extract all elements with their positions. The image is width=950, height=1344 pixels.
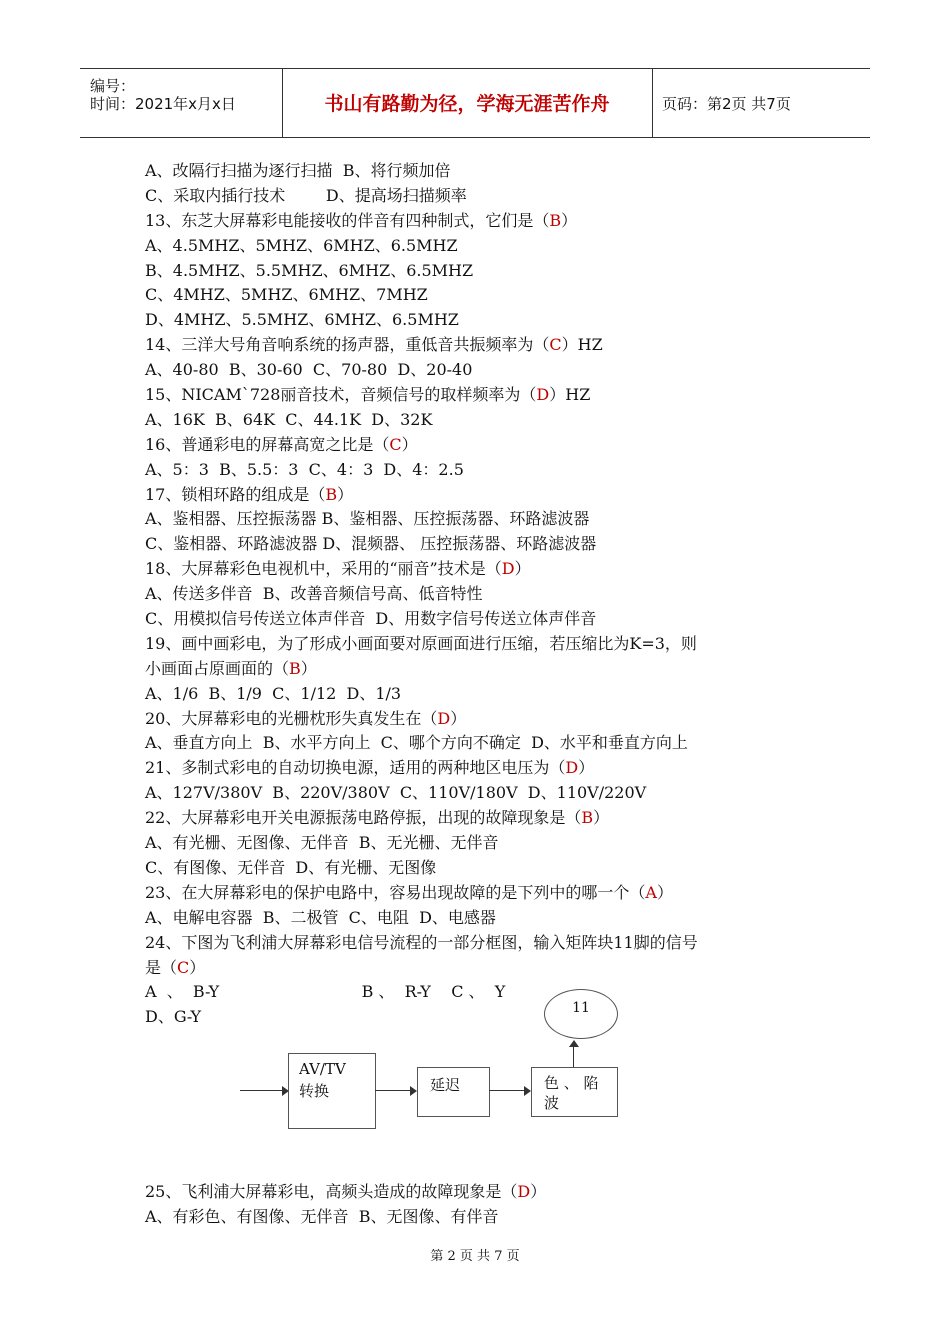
question-line: [145, 756, 810, 781]
delay-block: [417, 1067, 490, 1117]
document-date: 时间：2021年x月x日: [90, 95, 236, 113]
line-text: 13、东芝大屏幕彩电能接收的伴音有四种制式，它们是（: [145, 210, 550, 230]
line-text: 23、在大屏幕彩电的保护电路中，容易出现故障的是下列中的哪一个（: [145, 882, 646, 902]
answer-mark: C: [177, 957, 190, 977]
line-suffix: ）: [561, 210, 578, 230]
pin-11-label: 11: [572, 1000, 590, 1016]
question-line: [145, 209, 810, 234]
up-arrow-line: [573, 1047, 574, 1067]
question-line: [145, 333, 810, 358]
question-line: [145, 458, 810, 483]
question-line: [145, 408, 810, 433]
arrow-2-head: [524, 1086, 531, 1096]
line-suffix: ）: [578, 758, 595, 778]
header-info-cell: [80, 69, 283, 137]
chroma-trap-label-2: 波: [544, 1094, 560, 1112]
arrow-1-line: [375, 1090, 413, 1091]
answer-mark: D: [517, 1182, 531, 1201]
line-text: C、鉴相器、环路滤波器 D、混频器、 压控振荡器、环路滤波器: [145, 534, 597, 554]
line-text: C、4MHZ、5MHZ、6MHZ、7MHZ: [145, 285, 428, 305]
question-line: [145, 308, 810, 333]
line-text: B、4.5MHZ、5.5MHZ、6MHZ、6.5MHZ: [145, 260, 474, 280]
line-text: 25、飞利浦大屏幕彩电，高频头造成的故障现象是（: [145, 1182, 518, 1201]
question-line: [145, 781, 810, 806]
header-motto-cell: [282, 69, 653, 137]
line-suffix: ）: [300, 658, 317, 678]
line-text: C、用模拟信号传送立体声伴音 D、用数字信号传送立体声伴音: [145, 609, 597, 629]
line-text: D、G-Y: [145, 1007, 202, 1027]
line-text: A、127V/380V B、220V/380V C、110V/180V D、110V/220V: [145, 783, 647, 803]
line-suffix: ）: [450, 708, 467, 728]
line-text: 19、画中画彩电，为了形成小画面要对原画面进行压缩，若压缩比为K=3，则: [145, 633, 697, 653]
line-text: 14、三洋大号角音响系统的扬声器，重低音共振频率为（: [145, 335, 550, 355]
line-suffix: ）: [656, 882, 673, 902]
page-footer: 第 2 页 共 7 页: [430, 1249, 520, 1264]
question-line: [145, 433, 810, 458]
line-text: 小画面占原画面的（: [145, 658, 290, 678]
line-text: C、有图像、无伴音 D、有光栅、无图像: [145, 857, 437, 877]
question-line: [145, 383, 810, 408]
line-text: A、改隔行扫描为逐行扫描 B、将行频加倍: [145, 161, 451, 180]
answer-mark: D: [536, 385, 550, 405]
line-text: A、16K B、64K C、44.1K D、32K: [145, 409, 433, 429]
question-line: [145, 582, 810, 607]
question-line: [145, 707, 810, 732]
line-text: 20、大屏幕彩电的光栅枕形失真发生在（: [145, 708, 438, 728]
arrow-2-line: [489, 1090, 527, 1091]
line-suffix: ）: [514, 559, 531, 579]
line-text: 22、大屏幕彩电开关电源振荡电路停振，出现的故障现象是（: [145, 808, 582, 828]
question-line: [145, 483, 810, 508]
av-tv-switch-block: [288, 1053, 376, 1129]
line-text: C、采取内插行技术 D、提高场扫描频率: [145, 185, 467, 205]
question-line: [145, 632, 810, 657]
question-line: [145, 806, 810, 831]
question-line: [145, 283, 810, 308]
arrow-1-head: [410, 1086, 417, 1096]
signal-flow-diagram: [240, 985, 660, 1145]
answer-mark: D: [501, 559, 515, 579]
question-line: [145, 906, 810, 931]
question-line: [145, 557, 810, 582]
question-body: [145, 159, 810, 1030]
answer-mark: B: [289, 658, 301, 678]
question-line: [145, 184, 810, 209]
line-text: A、传送多伴音 B、改善音频信号高、低音特性: [145, 584, 483, 604]
line-text: 21、多制式彩电的自动切换电源，适用的两种地区电压为（: [145, 758, 566, 778]
answer-mark: C: [549, 335, 562, 355]
switch-label: 转换: [299, 1082, 330, 1100]
question-line: [145, 234, 810, 259]
av-tv-label: AV/TV: [299, 1060, 346, 1078]
line-text: 16、普通彩电的屏幕高宽之比是（: [145, 434, 390, 454]
answer-mark: A: [645, 882, 657, 902]
line-text: A、5：3 B、5.5：3 C、4：3 D、4：2.5: [145, 459, 464, 479]
question-line: [145, 956, 810, 981]
question-line: [145, 881, 810, 906]
line-suffix: ）: [530, 1182, 547, 1201]
header-page-cell: [652, 69, 870, 137]
line-suffix: ）HZ: [561, 335, 603, 355]
question-line: [145, 657, 810, 682]
answer-mark: B: [581, 808, 594, 828]
line-suffix: ）: [401, 434, 418, 454]
line-text: A、1/6 B、1/9 C、1/12 D、1/3: [145, 683, 402, 703]
line-text: 18、大屏幕彩色电视机中，采用的“丽音”技术是（: [145, 559, 502, 579]
line-text: A、有彩色、有图像、无伴音 B、无图像、有伴音: [145, 1206, 499, 1226]
line-text: A、鉴相器、压控振荡器 B、鉴相器、压控振荡器、环路滤波器: [145, 509, 590, 529]
delay-label: 延迟: [430, 1076, 461, 1094]
line-text: 15、NICAM`728丽音技术，音频信号的取样频率为（: [145, 385, 537, 405]
line-suffix: ）: [337, 484, 354, 504]
question-line: [145, 532, 810, 557]
header-motto: 书山有路勤为径，学海无涯苦作舟: [324, 93, 610, 115]
answer-mark: C: [389, 434, 402, 454]
chroma-trap-block: [531, 1067, 618, 1117]
line-suffix: ）: [593, 808, 610, 828]
question-line: [145, 1180, 810, 1205]
answer-mark: B: [325, 484, 338, 504]
question-line: [145, 682, 810, 707]
question-line: [145, 731, 810, 756]
question-line: [145, 259, 810, 284]
question-line: [145, 831, 810, 856]
question-line: [145, 856, 810, 881]
document-number-label: 编号：: [90, 77, 136, 95]
input-arrow-line: [240, 1090, 284, 1091]
line-text: 24、下图为飞利浦大屏幕彩电信号流程的一部分框图，输入矩阵块11脚的信号: [145, 932, 698, 952]
page-header: [80, 68, 870, 138]
question-line: [145, 931, 810, 956]
answer-mark: D: [437, 708, 451, 728]
answer-mark: B: [549, 210, 562, 230]
line-text: 是（: [145, 957, 178, 977]
line-text: A、电解电容器 B、二极管 C、电阻 D、电感器: [145, 907, 496, 927]
line-text: A、40-80 B、30-60 C、70-80 D、20-40: [145, 360, 473, 380]
line-text: 17、锁相环路的组成是（: [145, 484, 326, 504]
line-text: D、4MHZ、5.5MHZ、6MHZ、6.5MHZ: [145, 310, 459, 330]
line-text: A、有光栅、无图像、无伴音 B、无光栅、无伴音: [145, 833, 499, 853]
line-suffix: ）: [189, 957, 206, 977]
question-line: [145, 507, 810, 532]
pin-11-node: [544, 989, 618, 1039]
question-line: [145, 159, 810, 184]
line-text: A、4.5MHZ、5MHZ、6MHZ、6.5MHZ: [145, 235, 458, 255]
chroma-trap-label-1: 色 、 陷: [544, 1074, 599, 1092]
line-text: A、垂直方向上 B、水平方向上 C、哪个方向不确定 D、水平和垂直方向上: [145, 733, 688, 753]
question-line: [145, 1205, 810, 1230]
header-page-info: 页码：第2页 共7页: [662, 95, 791, 113]
up-arrowhead: [569, 1040, 579, 1047]
question-body-continued: [145, 1180, 810, 1230]
question-line: [145, 607, 810, 632]
line-suffix: ）HZ: [549, 385, 591, 405]
question-line: [145, 358, 810, 383]
line-text: A 、 B-Y B 、 R-Y C 、 Y: [145, 982, 506, 1002]
answer-mark: D: [565, 758, 579, 778]
